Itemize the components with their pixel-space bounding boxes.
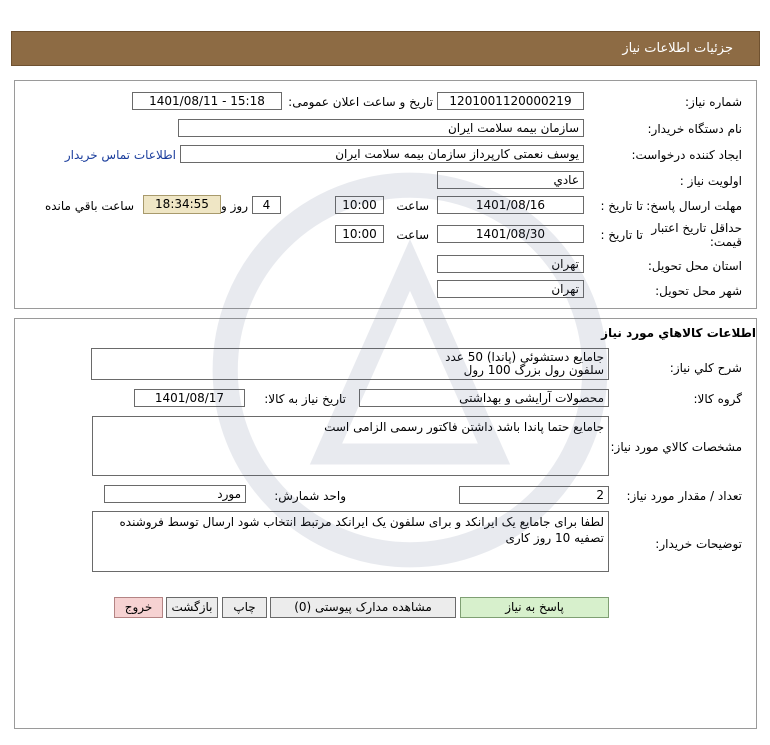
validity-time-field: 10:00 — [335, 225, 384, 243]
validity-label-line1: حداقل تاریخ اعتبار — [651, 221, 742, 235]
unit-label: واحد شمارش: — [274, 489, 346, 503]
validity-label-line2: قیمت: — [709, 235, 742, 249]
buyer-contact-link[interactable]: اطلاعات تماس خریدار — [64, 148, 176, 162]
deadline-time-label: ساعت — [396, 199, 429, 213]
attachments-button[interactable]: مشاهده مدارک پیوستی (0) — [270, 597, 456, 618]
need-number-field: 1201001120000219 — [437, 92, 584, 110]
goods-section-title: اطلاعات كالاهاي مورد نياز — [601, 326, 756, 340]
days-label: روز و — [221, 199, 248, 213]
days-field: 4 — [252, 196, 281, 214]
buyer-notes-label: توضیحات خریدار: — [655, 537, 742, 551]
validity-time-label: ساعت — [396, 228, 429, 242]
goods-group-label: گروه کالا: — [693, 392, 742, 406]
description-field: جامایع دستشوئی (پاندا) 50 عدد سلفون رول بزرگ 100 رول — [91, 348, 609, 380]
announce-date-label: تاریخ و ساعت اعلان عمومی: — [288, 95, 433, 109]
priority-field: عادي — [437, 171, 584, 189]
page-header — [11, 31, 760, 66]
buyer-notes-field: لطفا برای جامایع یک ایرانکد و برای سلفون یک ایرانکد مرتبط انتخاب شود ارسال توسط فروشنده تصفیه 10 روز کاری — [92, 511, 609, 572]
creator-field: یوسف نعمتی کارپرداز سازمان بیمه سلامت ایران — [180, 145, 584, 163]
exit-button[interactable]: خروج — [114, 597, 163, 618]
deadline-time-field: 10:00 — [335, 196, 384, 214]
remaining-label: ساعت باقي مانده — [44, 199, 134, 213]
need-date-label: تاریخ نیاز به کالا: — [264, 392, 346, 406]
buyer-org-label: نام دستگاه خریدار: — [647, 122, 742, 136]
specs-label: مشخصات كالاي مورد نياز: — [610, 440, 742, 454]
need-number-label: شماره نیاز: — [685, 95, 742, 109]
priority-label: اولویت نیاز : — [679, 174, 742, 188]
city-label: شهر محل تحویل: — [655, 284, 742, 298]
announce-date-field: 1401/08/11 - 15:18 — [132, 92, 282, 110]
deadline-date-field: 1401/08/16 — [437, 196, 584, 214]
deadline-until-label: تا تاریخ : — [600, 199, 643, 213]
back-button[interactable]: بازگشت — [166, 597, 218, 618]
remaining-time-field: 18:34:55 — [143, 195, 221, 214]
need-date-field: 1401/08/17 — [134, 389, 245, 407]
validity-until-label: تا تاریخ : — [600, 228, 643, 242]
province-label: استان محل تحویل: — [647, 259, 742, 273]
creator-label: ایجاد کننده درخواست: — [631, 148, 742, 162]
need-info-panel — [14, 80, 757, 309]
validity-date-field: 1401/08/30 — [437, 225, 584, 243]
deadline-label: مهلت ارسال پاسخ: — [646, 199, 742, 213]
print-button[interactable]: چاپ — [222, 597, 267, 618]
buyer-org-field: سازمان بیمه سلامت ایران — [178, 119, 584, 137]
reply-button[interactable]: پاسخ به نياز — [460, 597, 609, 618]
specs-field: جامایع حتما پاندا باشد داشتن فاکتور رسمی الزامی است — [92, 416, 609, 476]
quantity-label: تعداد / مقدار مورد نیاز: — [626, 489, 742, 503]
unit-field: مورد — [104, 485, 246, 503]
description-label: شرح كلي نياز: — [669, 361, 742, 375]
quantity-field: 2 — [459, 486, 609, 504]
city-field: تهران — [437, 280, 584, 298]
page-title: جزئیات اطلاعات نیاز — [622, 41, 733, 56]
goods-group-field: محصولات آرایشی و بهداشتی — [359, 389, 609, 407]
province-field: تهران — [437, 255, 584, 273]
